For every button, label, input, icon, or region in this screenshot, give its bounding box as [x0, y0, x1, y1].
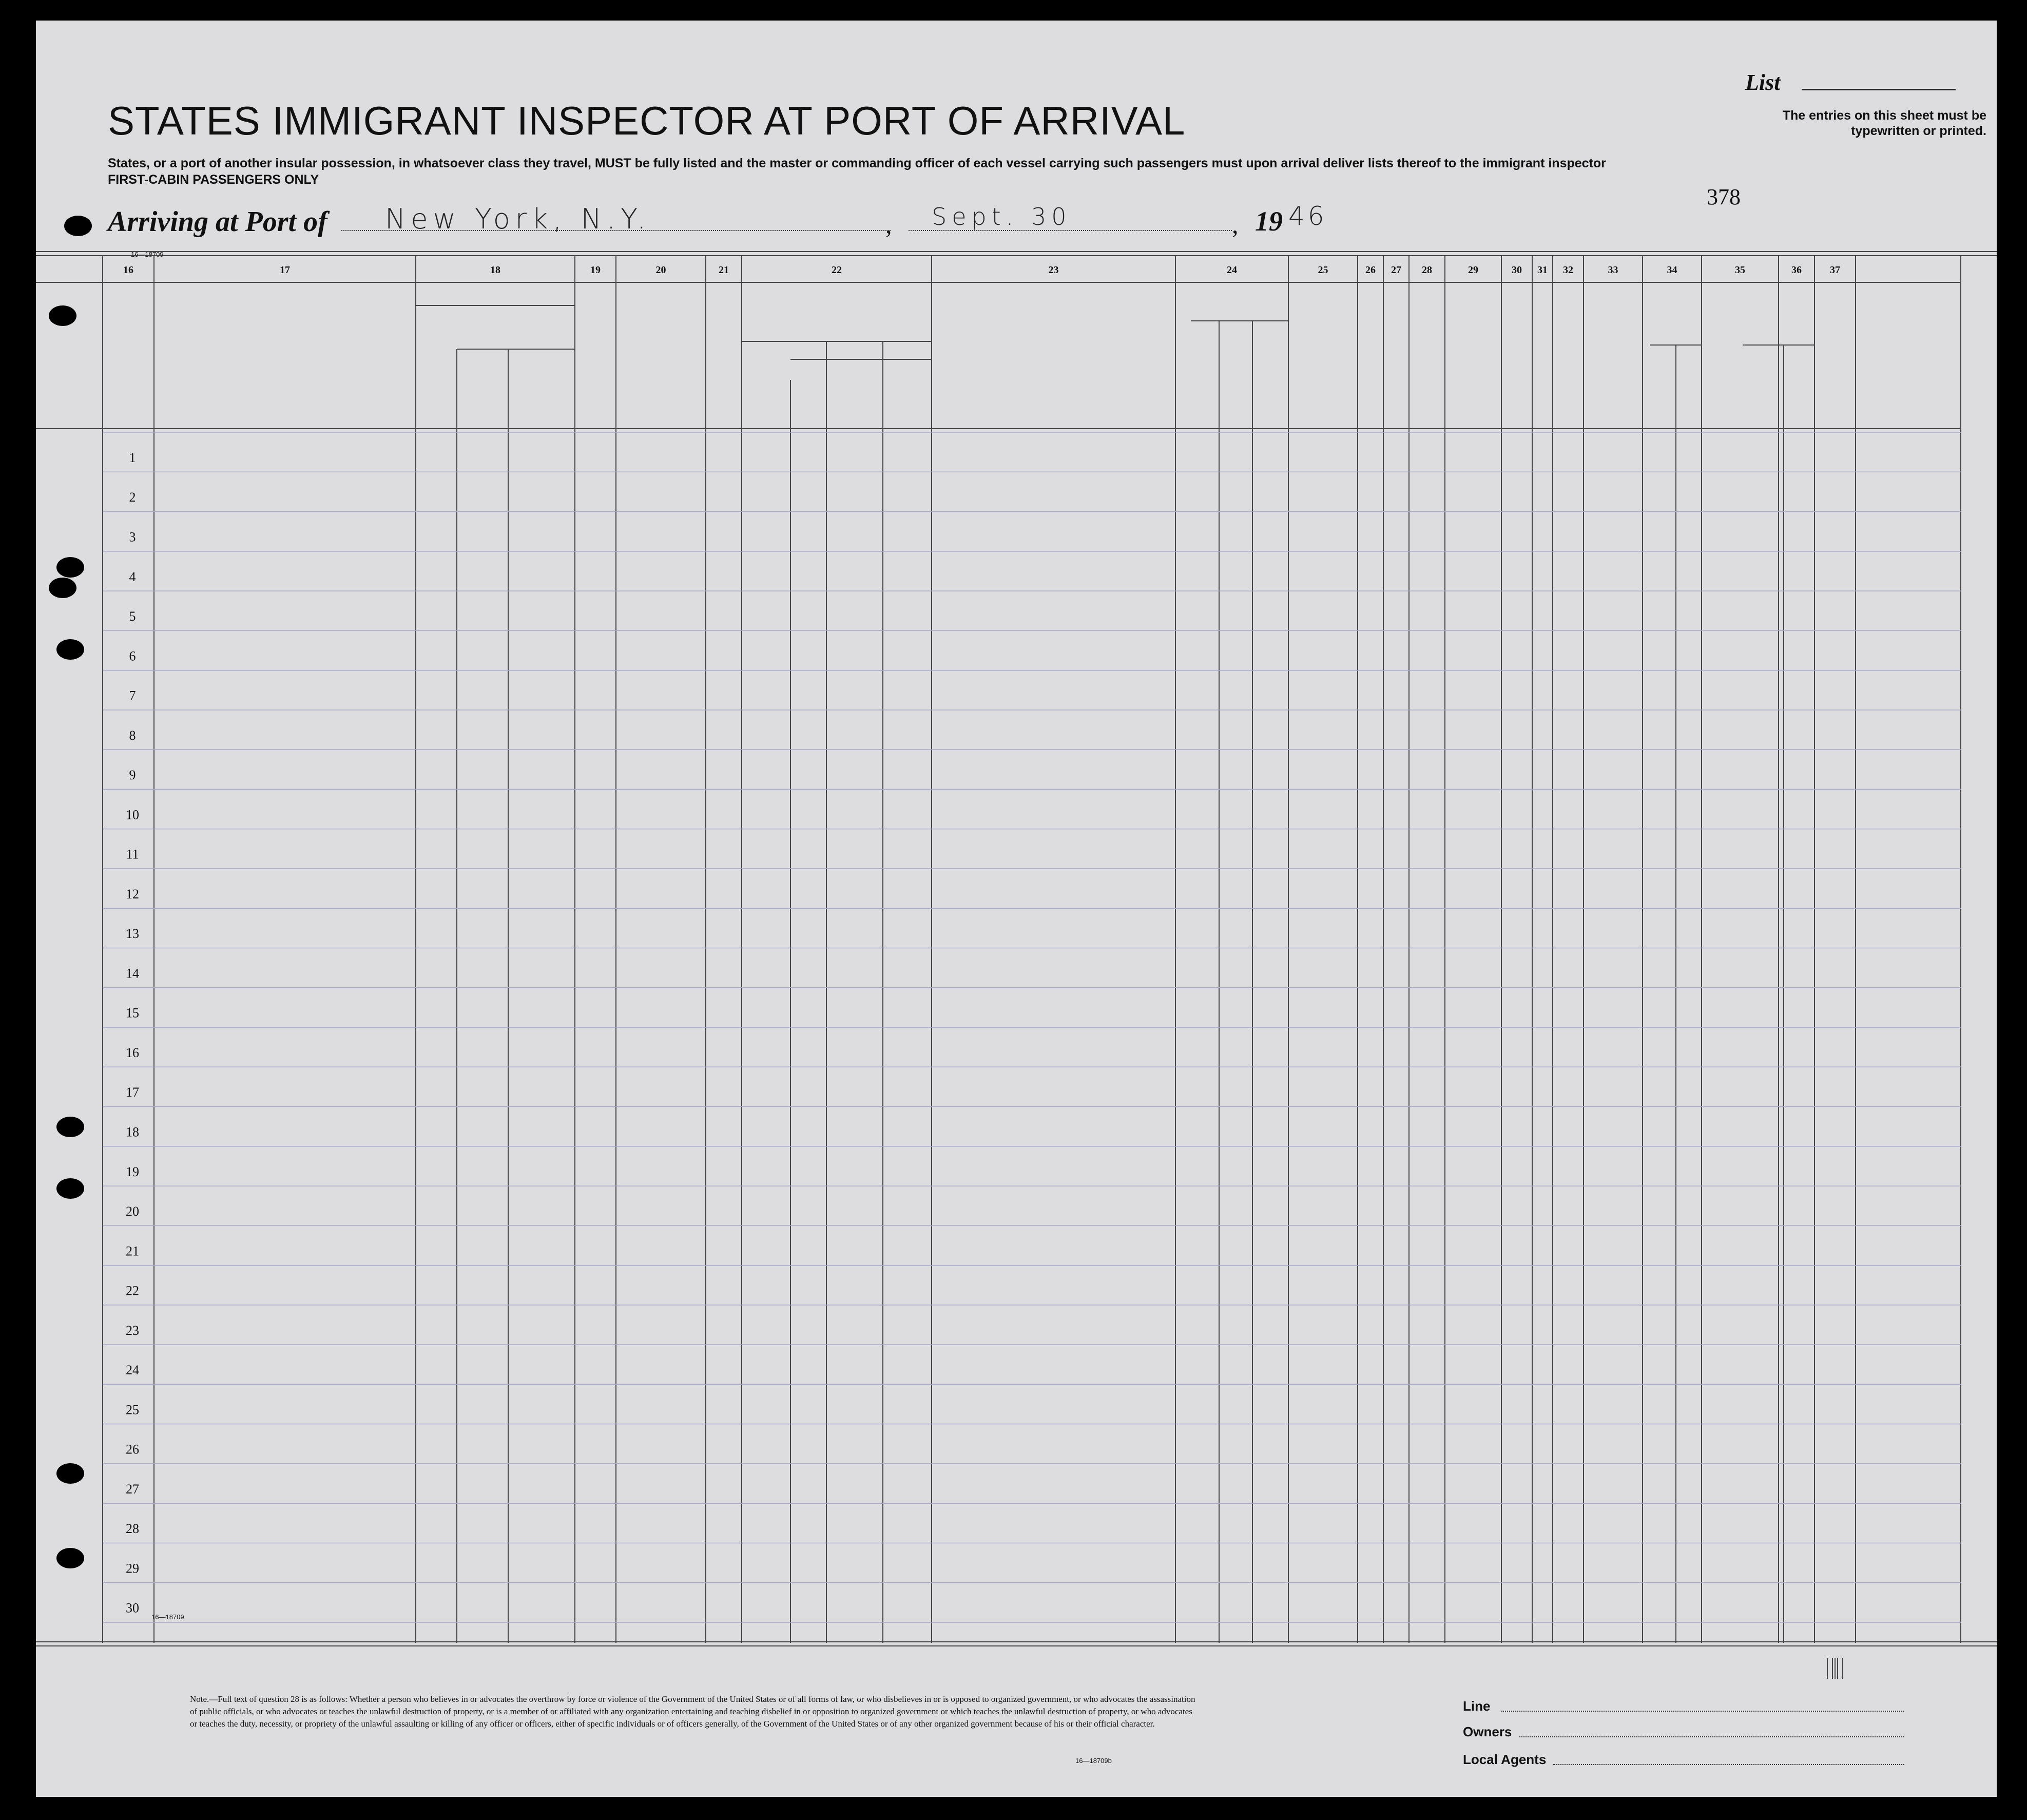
column-number: 23: [1048, 264, 1059, 276]
footnote: Note.—Full text of question 28 is as follows: Whether a person who believes in or advocates the overthrow by force or violence of the Government of the United States or of all forms of law, or who disbelieves in or is opposed to organized government, or who advocates the assassination of public officials, or who advocates or teaches the unlawful destruction of property, or is a member of or affiliated with any organization entertaining and teaching disbelief in or opposition to organized government or which teaches the unlawful destruction of property, or who advocates or teaches the duty, necessity, or propriety of the unlawful assaulting or killing of any officer or officers, either of specific individuals or of officers generally, of the Government of the United States or of any other organized government because of his or their official character.: [190, 1694, 1195, 1729]
column-number: 27: [1391, 264, 1401, 276]
form-stamp-top: 16—18709: [131, 251, 164, 258]
punch-hole: [49, 578, 76, 598]
arriving-label: Arriving at Port of: [108, 206, 327, 238]
row-number: 1: [129, 450, 136, 465]
row-number: 21: [126, 1243, 139, 1259]
arrival-date: Sept. 30: [932, 203, 1072, 231]
row-number: 28: [126, 1521, 139, 1537]
form-stamp-bottom: 16—18709: [151, 1613, 184, 1621]
column-number: 19: [590, 264, 601, 276]
entries-note: The entries on this sheet must be typewritten or printed.: [1782, 108, 1986, 138]
punch-hole: [56, 1463, 84, 1484]
notice-line-1: States, or a port of another insular possession, in whatsoever class they travel, MUST be fully listed and the master or commanding officer of each vessel carrying such passengers must upon arrival deliver lists thereof to the immigrant inspector: [108, 156, 1606, 170]
column-number: 26: [1365, 264, 1376, 276]
row-number: 24: [126, 1363, 139, 1378]
row-number: 9: [129, 768, 136, 783]
row-number: 7: [129, 688, 136, 703]
row-number: 16: [126, 1045, 139, 1060]
comma-2: ,: [1232, 210, 1239, 239]
row-number: 27: [126, 1481, 139, 1497]
row-number: 3: [129, 529, 136, 545]
column-number: 20: [655, 264, 666, 276]
row-number: 8: [129, 727, 136, 743]
punch-hole: [64, 216, 92, 236]
column-number: 25: [1318, 264, 1328, 276]
row-number: 20: [126, 1204, 139, 1219]
year-suffix: 46: [1288, 201, 1327, 231]
form-title: STATES IMMIGRANT INSPECTOR AT PORT OF ARRIVAL: [108, 98, 1186, 143]
row-number: 15: [126, 1005, 139, 1021]
sig-agents-field[interactable]: [1553, 1764, 1904, 1765]
punch-hole: [49, 305, 76, 326]
year-prefix: 19: [1255, 206, 1283, 237]
punch-hole: [56, 1178, 84, 1199]
row-number: 26: [126, 1442, 139, 1457]
row-number: 12: [126, 886, 139, 902]
notice-line-2: FIRST-CABIN PASSENGERS ONLY: [108, 173, 319, 187]
column-number: 28: [1422, 264, 1432, 276]
sig-agents-label: Local Agents: [1463, 1752, 1547, 1767]
manifest-sheet: [36, 21, 1997, 1797]
row-number: 22: [126, 1283, 139, 1298]
column-number: 21: [719, 264, 729, 276]
manifest-grid: [36, 21, 1997, 1797]
column-number: 31: [1537, 264, 1548, 276]
column-number: 32: [1563, 264, 1573, 276]
row-number: 18: [126, 1124, 139, 1140]
row-number: 5: [129, 609, 136, 624]
row-number: 10: [126, 807, 139, 822]
row-number: 17: [126, 1085, 139, 1100]
sig-owners-label: Owners: [1463, 1724, 1512, 1739]
column-number: 36: [1791, 264, 1802, 276]
row-number: 4: [129, 569, 136, 584]
list-label: List: [1745, 70, 1781, 95]
row-number: 11: [126, 847, 139, 862]
row-number: 29: [126, 1561, 139, 1576]
column-number: 29: [1468, 264, 1478, 276]
column-number: 18: [490, 264, 500, 276]
column-number: 17: [280, 264, 290, 276]
column-number: 33: [1608, 264, 1618, 276]
row-number: 23: [126, 1323, 139, 1338]
column-number: 35: [1735, 264, 1745, 276]
punch-hole: [56, 1117, 84, 1137]
sig-line-field[interactable]: [1501, 1711, 1904, 1712]
comma-1: ,: [885, 210, 892, 239]
row-number: 6: [129, 648, 136, 664]
column-number: 34: [1667, 264, 1677, 276]
sheet-number: 378: [1707, 184, 1741, 209]
row-number: 14: [126, 966, 139, 981]
punch-hole: [56, 1548, 84, 1568]
column-number: 22: [832, 264, 842, 276]
note-stamp: 16—18709b: [1075, 1757, 1112, 1765]
sig-owners-field[interactable]: [1519, 1736, 1904, 1737]
column-number: 30: [1512, 264, 1522, 276]
row-number: 30: [126, 1600, 139, 1616]
row-number: 19: [126, 1164, 139, 1179]
column-number: 37: [1830, 264, 1840, 276]
sig-line-label: Line: [1463, 1698, 1491, 1714]
arrival-port: New York, N.Y.: [385, 203, 651, 235]
column-number: 24: [1227, 264, 1237, 276]
punch-hole: [56, 639, 84, 660]
row-number: 25: [126, 1402, 139, 1417]
row-number: 13: [126, 926, 139, 942]
column-number: 16: [123, 264, 133, 276]
punch-hole: [56, 557, 84, 578]
row-number: 2: [129, 490, 136, 505]
